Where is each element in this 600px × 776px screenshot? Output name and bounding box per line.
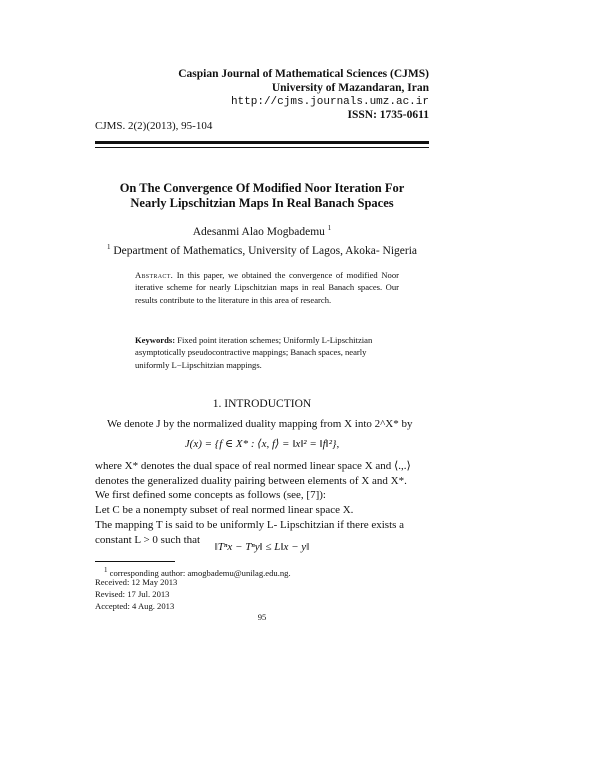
page-number: 95 [257,612,267,622]
footnote-rule [95,561,175,562]
journal-name: Caspian Journal of Mathematical Sciences (CJMS) [178,68,429,80]
affiliation-line [95,240,429,259]
keywords-text: Fixed point iteration schemes; Uniformly L-Lipschitzian asymptotically pseudocontractive mappings; Banach spaces, nearly uniformly L−Lipschitzian mappings. [135,335,373,370]
paragraph-3-line-2: constant L > 0 such that [95,533,201,546]
author-line [95,221,429,240]
equation-2: ‖Tⁿx − Tⁿy‖ ≤ L‖x − y‖ [214,541,310,553]
title-line-1: On The Convergence Of Modified Noor Iteration For [119,181,405,195]
footnote-corresponding-text: corresponding author: amogbademu@unilag.edu.ng. [109,567,291,578]
author-block [95,221,429,259]
abstract-text: In this paper, we obtained the convergence of modified Noor iterative scheme for nearly Lipschitzian maps in real Banach spaces. Our results contribute to the literature in this area of research. [135,270,399,305]
paper-title [95,181,429,211]
footnote-received: Received: 12 May 2013 [95,577,178,587]
affiliation: Department of Mathematics, University of Lagos, Akoka- Nigeria [113,244,418,257]
title-line-2: Nearly Lipschitzian Maps In Real Banach Spaces [130,196,394,210]
paragraph-2-line-3: We first defined some concepts as follows (see, [7]): [95,489,326,501]
paragraph-2-line-4: Let C be a nonempty subset of real normed linear space X. [95,503,354,516]
keywords-label: Keywords: [135,335,176,345]
equation-1: J(x) = {f ∈ X* : ⟨x, f⟩ = ‖x‖² = ‖f‖²}, [184,438,340,450]
affiliation-sup: 1 [106,242,111,251]
footnote-sup: 1 [104,566,108,574]
footnote-revised: Revised: 17 Jul. 2013 [95,589,170,599]
citation: CJMS. 2(2)(2013), 95-104 [95,120,213,132]
paragraph-2 [95,459,429,517]
paragraph-2-line-1: where X* denotes the dual space of real normed linear space X and ⟨.,.⟩ [95,460,411,472]
header-rule-thick [95,141,429,144]
abstract-label: Abstract. [135,270,174,280]
issn: ISSN: 1735-0611 [347,109,429,121]
keywords [135,334,399,371]
author-name: Adesanmi Alao Mogbademu [192,225,325,238]
footnote-accepted: Accepted: 4 Aug. 2013 [95,601,175,611]
section-heading: 1. INTRODUCTION [212,398,312,410]
paragraph-2-line-2: denotes the generalized duality pairing between elements of X and X*. [95,474,407,487]
university: University of Mazandaran, Iran [271,82,429,94]
author-sup: 1 [327,224,332,232]
header-rule-thin [95,147,429,148]
paragraph-3-line-1: The mapping T is said to be uniformly L- Lipschitzian if there exists a [95,519,405,531]
abstract [135,269,399,306]
journal-url: http://cjms.journals.umz.ac.ir [230,96,429,108]
paragraph-1: We denote J by the normalized duality mapping from X into 2^X* by [107,418,413,430]
